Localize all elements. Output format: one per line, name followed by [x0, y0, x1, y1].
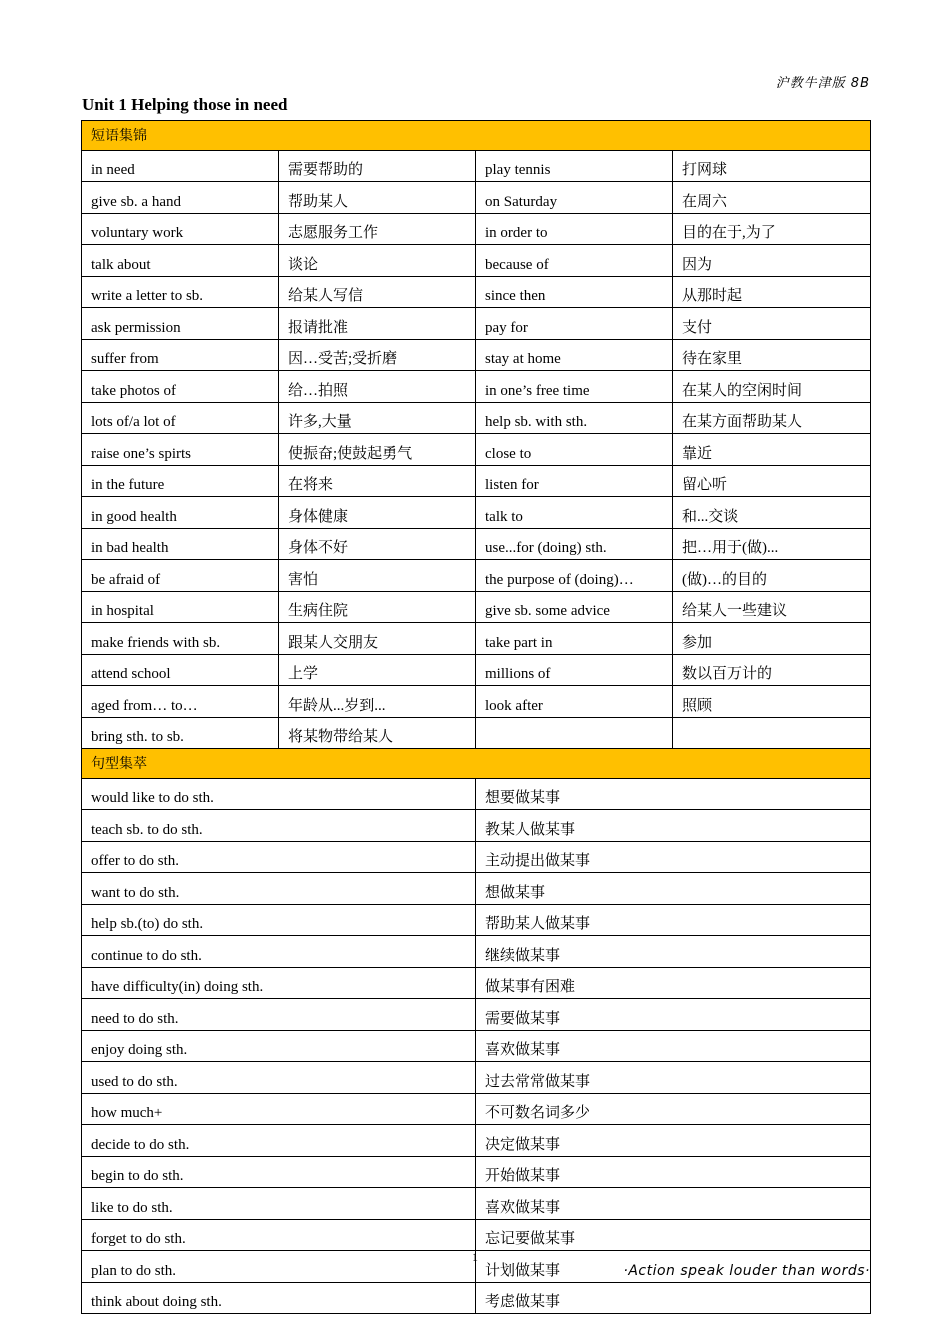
sentence-row	[82, 1062, 871, 1094]
sentence-row	[82, 1030, 871, 1062]
phrase-english: help sb. with sth.	[476, 402, 673, 434]
phrase-row	[82, 182, 871, 214]
phrase-english: give sb. some advice	[476, 591, 673, 623]
phrase-chinese: 给某人写信	[279, 276, 476, 308]
phrase-row	[82, 497, 871, 529]
phrase-english: in the future	[82, 465, 279, 497]
phrase-row	[82, 434, 871, 466]
page-number: 1	[472, 1250, 478, 1264]
sentence-pattern-chinese: 需要做某事	[476, 999, 871, 1031]
phrase-english: be afraid of	[82, 560, 279, 592]
phrase-row	[82, 686, 871, 718]
edition-label: 沪教牛津版 8B	[775, 76, 870, 91]
footer-motto: ·Action speak louder than words·	[623, 1263, 870, 1279]
phrase-english: in one’s free time	[476, 371, 673, 403]
phrase-english: voluntary work	[82, 213, 279, 245]
phrase-chinese: 需要帮助的	[279, 150, 476, 182]
sentence-pattern-chinese: 做某事有困难	[476, 967, 871, 999]
phrase-english: make friends with sb.	[82, 623, 279, 655]
phrase-chinese: 在某人的空闲时间	[673, 371, 871, 403]
sentence-pattern-chinese: 想要做某事	[476, 778, 871, 810]
phrase-english: the purpose of (doing)…	[476, 560, 673, 592]
phrase-english: raise one’s spirts	[82, 434, 279, 466]
phrase-chinese: 给…拍照	[279, 371, 476, 403]
phrase-chinese: 照顾	[673, 686, 871, 718]
sentence-pattern-english: decide to do sth.	[82, 1125, 476, 1157]
phrase-chinese: 把…用于(做)...	[673, 528, 871, 560]
sentence-pattern-english: how much+	[82, 1093, 476, 1125]
phrase-english: ask permission	[82, 308, 279, 340]
phrase-english: bring sth. to sb.	[82, 717, 279, 749]
phrase-chinese: 和...交谈	[673, 497, 871, 529]
phrase-english: lots of/a lot of	[82, 402, 279, 434]
phrase-chinese: 因为	[673, 245, 871, 277]
phrase-chinese: 将某物带给某人	[279, 717, 476, 749]
sentence-row	[82, 1282, 871, 1314]
phrase-chinese: 上学	[279, 654, 476, 686]
sentence-pattern-english: teach sb. to do sth.	[82, 810, 476, 842]
sentence-row	[82, 967, 871, 999]
phrase-chinese: 在周六	[673, 182, 871, 214]
phrase-chinese: 待在家里	[673, 339, 871, 371]
phrase-english: look after	[476, 686, 673, 718]
phrase-chinese: 跟某人交朋友	[279, 623, 476, 655]
phrase-chinese: 年龄从...岁到...	[279, 686, 476, 718]
phrase-row	[82, 276, 871, 308]
phrase-english: write a letter to sb.	[82, 276, 279, 308]
sentence-row	[82, 1156, 871, 1188]
phrase-row	[82, 560, 871, 592]
phrase-row	[82, 717, 871, 749]
sentence-pattern-chinese: 忘记要做某事	[476, 1219, 871, 1251]
phrase-chinese: 留心听	[673, 465, 871, 497]
phrase-row	[82, 371, 871, 403]
sentence-row	[82, 810, 871, 842]
sentence-row	[82, 1125, 871, 1157]
phrase-chinese: 目的在于,为了	[673, 213, 871, 245]
sentence-pattern-english: need to do sth.	[82, 999, 476, 1031]
phrase-chinese: 志愿服务工作	[279, 213, 476, 245]
page-title: Unit 1 Helping those in need	[82, 95, 288, 114]
sentence-pattern-english: begin to do sth.	[82, 1156, 476, 1188]
phrase-chinese: 谈论	[279, 245, 476, 277]
sentence-pattern-english: used to do sth.	[82, 1062, 476, 1094]
sentence-pattern-chinese: 考虑做某事	[476, 1282, 871, 1314]
phrase-english: play tennis	[476, 150, 673, 182]
sentences-section-header-row	[82, 749, 871, 779]
phrase-english: pay for	[476, 308, 673, 340]
phrase-chinese: 给某人一些建议	[673, 591, 871, 623]
sentence-row	[82, 1219, 871, 1251]
phrase-english: listen for	[476, 465, 673, 497]
phrase-chinese: 报请批准	[279, 308, 476, 340]
phrase-english: in hospital	[82, 591, 279, 623]
sentence-pattern-english: plan to do sth.	[82, 1251, 476, 1283]
phrase-english	[476, 717, 673, 749]
phrase-row	[82, 245, 871, 277]
phrase-chinese: 打网球	[673, 150, 871, 182]
phrases-section-heading: 短语集锦	[82, 121, 871, 151]
phrase-english: in need	[82, 150, 279, 182]
phrase-chinese: 在某方面帮助某人	[673, 402, 871, 434]
phrase-chinese: 支付	[673, 308, 871, 340]
phrase-row	[82, 465, 871, 497]
sentence-pattern-english: enjoy doing sth.	[82, 1030, 476, 1062]
phrase-english: since then	[476, 276, 673, 308]
sentence-row	[82, 1093, 871, 1125]
sentence-pattern-english: would like to do sth.	[82, 778, 476, 810]
phrase-chinese: 参加	[673, 623, 871, 655]
phrase-english: close to	[476, 434, 673, 466]
phrase-chinese: 在将来	[279, 465, 476, 497]
sentence-row	[82, 904, 871, 936]
sentence-row	[82, 1188, 871, 1220]
sentence-pattern-english: offer to do sth.	[82, 841, 476, 873]
phrase-chinese: 身体健康	[279, 497, 476, 529]
phrase-english: suffer from	[82, 339, 279, 371]
phrase-chinese: 数以百万计的	[673, 654, 871, 686]
phrase-english: attend school	[82, 654, 279, 686]
phrase-chinese: 身体不好	[279, 528, 476, 560]
phrase-row	[82, 308, 871, 340]
phrase-row	[82, 654, 871, 686]
phrase-english: use...for (doing) sth.	[476, 528, 673, 560]
phrase-chinese: 从那时起	[673, 276, 871, 308]
sentence-pattern-english: think about doing sth.	[82, 1282, 476, 1314]
phrase-row	[82, 339, 871, 371]
phrase-chinese: (做)…的目的	[673, 560, 871, 592]
sentence-row	[82, 936, 871, 968]
sentence-pattern-english: continue to do sth.	[82, 936, 476, 968]
phrase-english: millions of	[476, 654, 673, 686]
sentence-pattern-chinese: 决定做某事	[476, 1125, 871, 1157]
sentence-pattern-chinese: 帮助某人做某事	[476, 904, 871, 936]
phrase-english: on Saturday	[476, 182, 673, 214]
phrase-chinese: 使振奋;使鼓起勇气	[279, 434, 476, 466]
sentence-pattern-chinese: 过去常常做某事	[476, 1062, 871, 1094]
phrase-english: because of	[476, 245, 673, 277]
phrase-row	[82, 528, 871, 560]
phrase-chinese: 帮助某人	[279, 182, 476, 214]
phrase-row	[82, 150, 871, 182]
sentence-pattern-english: forget to do sth.	[82, 1219, 476, 1251]
sentence-pattern-chinese: 计划做某事	[476, 1251, 871, 1283]
sentence-pattern-chinese: 教某人做某事	[476, 810, 871, 842]
phrases-section-header-row	[82, 121, 871, 151]
sentences-section-heading: 句型集萃	[82, 749, 871, 779]
phrase-english: in bad health	[82, 528, 279, 560]
sentence-pattern-chinese: 想做某事	[476, 873, 871, 905]
phrase-chinese: 害怕	[279, 560, 476, 592]
phrase-english: take photos of	[82, 371, 279, 403]
phrase-english: in order to	[476, 213, 673, 245]
phrase-row	[82, 402, 871, 434]
phrase-chinese: 生病住院	[279, 591, 476, 623]
sentence-pattern-chinese: 主动提出做某事	[476, 841, 871, 873]
phrase-english: give sb. a hand	[82, 182, 279, 214]
phrase-row	[82, 213, 871, 245]
phrase-english: talk to	[476, 497, 673, 529]
sentence-pattern-english: want to do sth.	[82, 873, 476, 905]
sentence-pattern-chinese: 开始做某事	[476, 1156, 871, 1188]
phrase-chinese: 靠近	[673, 434, 871, 466]
sentence-pattern-chinese: 不可数名词多少	[476, 1093, 871, 1125]
phrase-chinese: 因…受苦;受折磨	[279, 339, 476, 371]
phrase-english: take part in	[476, 623, 673, 655]
phrase-row	[82, 623, 871, 655]
phrase-english: aged from… to…	[82, 686, 279, 718]
phrase-english: talk about	[82, 245, 279, 277]
phrase-chinese: 许多,大量	[279, 402, 476, 434]
sentence-pattern-english: like to do sth.	[82, 1188, 476, 1220]
vocabulary-table	[81, 120, 871, 1314]
sentence-row	[82, 999, 871, 1031]
phrase-english: in good health	[82, 497, 279, 529]
sentence-pattern-chinese: 继续做某事	[476, 936, 871, 968]
sentence-row	[82, 841, 871, 873]
phrase-chinese	[673, 717, 871, 749]
sentence-row	[82, 778, 871, 810]
phrase-english: stay at home	[476, 339, 673, 371]
sentence-pattern-chinese: 喜欢做某事	[476, 1030, 871, 1062]
phrase-row	[82, 591, 871, 623]
sentence-pattern-english: help sb.(to) do sth.	[82, 904, 476, 936]
vocabulary-table-body	[82, 121, 871, 1314]
sentence-row	[82, 873, 871, 905]
sentence-pattern-chinese: 喜欢做某事	[476, 1188, 871, 1220]
sentence-pattern-english: have difficulty(in) doing sth.	[82, 967, 476, 999]
